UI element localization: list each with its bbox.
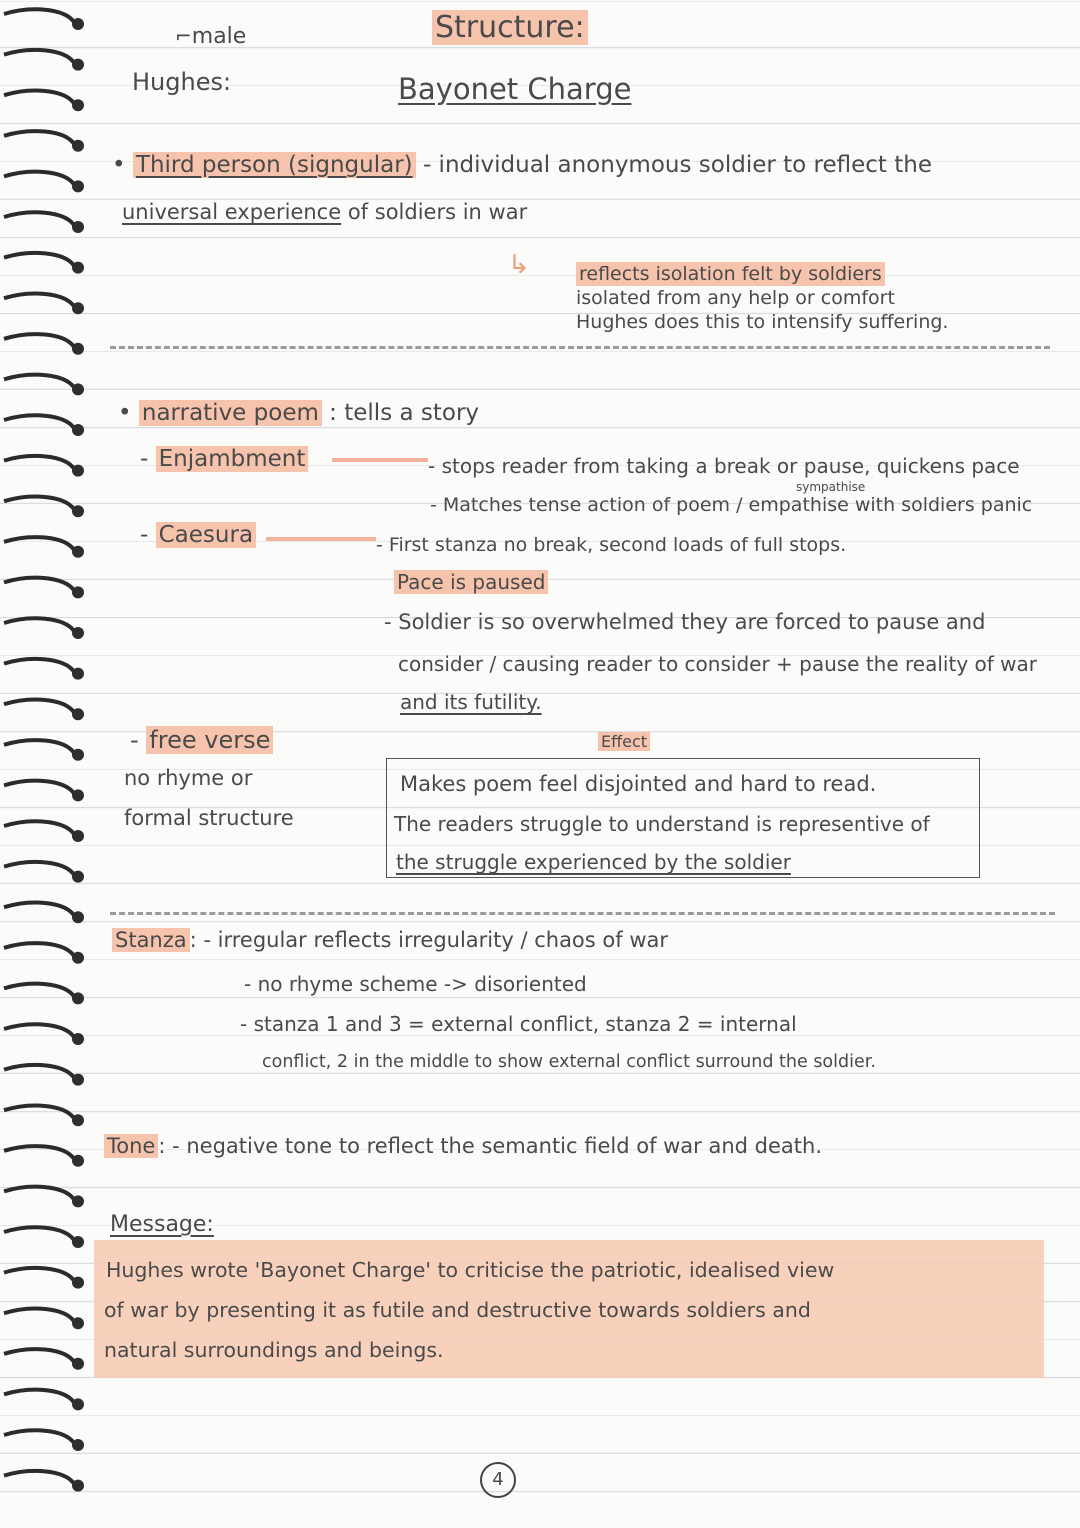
effect-line-1: Makes poem feel disjointed and hard to read. (400, 772, 877, 796)
binding-hole (72, 1277, 84, 1289)
binding-hole (72, 952, 84, 964)
bullet: • (112, 152, 126, 178)
spiral-ring (4, 50, 74, 63)
effect-line-3: the struggle experienced by the soldier (396, 850, 791, 874)
spiral-ring (4, 862, 74, 875)
stanza-line-4: conflict, 2 in the middle to show external conflict surround the soldier. (262, 1052, 876, 1072)
binding-hole (72, 302, 84, 314)
binding-hole (72, 1114, 84, 1126)
spiral-ring (4, 903, 74, 916)
caesura-label: - Caesura (140, 522, 256, 548)
enjambment-label: - Enjambment (140, 446, 308, 472)
message-line-2: of war by presenting it as futile and destructive towards soldiers and (104, 1298, 811, 1322)
binding-hole (72, 465, 84, 477)
binding-hole (72, 505, 84, 517)
message-label: Message: (110, 1212, 214, 1237)
note-line-2: isolated from any help or comfort (576, 287, 895, 309)
binding-hole (72, 749, 84, 761)
binding-hole (72, 546, 84, 558)
caesura-point-4: consider / causing reader to consider + pause the reality of war (398, 652, 1037, 676)
male-note: ⌐male (175, 24, 247, 49)
binding-hole (72, 343, 84, 355)
spiral-ring (4, 1187, 74, 1200)
binding-hole (72, 1398, 84, 1410)
narrative-rest: : tells a story (321, 400, 480, 426)
binding-hole (72, 1439, 84, 1451)
enjambment-text: Enjambment (156, 446, 309, 472)
free-verse-text: free verse (146, 726, 273, 754)
spiral-ring (4, 700, 74, 713)
binding-hole (72, 789, 84, 801)
binding-hole (72, 830, 84, 842)
binding-hole (72, 1317, 84, 1329)
free-verse-sub-1: no rhyme or (124, 766, 253, 790)
spiral-ring (4, 415, 74, 428)
caesura-point-5: and its futility. (400, 690, 542, 714)
third-person-line (112, 152, 932, 178)
spiral-ring (4, 1309, 74, 1322)
spiral-ring (4, 740, 74, 753)
isolation-note (576, 262, 948, 334)
spiral-ring (4, 618, 74, 631)
third-person-highlight: Third person (signgular) (133, 152, 416, 178)
page-number-text: 4 (492, 1469, 504, 1490)
poem-title: Bayonet Charge (398, 72, 632, 106)
binding-hole (72, 708, 84, 720)
spiral-ring (4, 578, 74, 591)
narrative-line (118, 400, 479, 426)
male-note-text: male (191, 24, 247, 49)
spiral-ring (4, 1065, 74, 1078)
caesura-point-3: - Soldier is so overwhelmed they are forced to pause and (384, 610, 986, 634)
enjambment-point-2: - Matches tense action of poem / empathise with soldiers panic (430, 494, 1033, 516)
spiral-ring (4, 984, 74, 997)
spiral-ring (4, 1024, 74, 1037)
binding-hole (72, 1480, 84, 1492)
caesura-point-2: Pace is paused (394, 570, 548, 594)
spiral-ring (4, 1268, 74, 1281)
sympathise-note: sympathise (796, 480, 866, 494)
binding-hole (72, 668, 84, 680)
spiral-ring (4, 1227, 74, 1240)
binding-hole (72, 911, 84, 923)
binding-hole (72, 1155, 84, 1167)
stanza-label: Stanza (112, 928, 190, 952)
stanza-line-3: - stanza 1 and 3 = external conflict, stanza 2 = internal (240, 1012, 797, 1036)
enjambment-arrow (332, 458, 428, 462)
universal-rest: of soldiers in war (341, 200, 528, 224)
divider-1 (110, 346, 1050, 349)
spiral-ring (4, 456, 74, 469)
spiral-ring (4, 781, 74, 794)
section-title: Structure: (432, 10, 588, 45)
spiral-ring (4, 1430, 74, 1443)
spiral-ring (4, 1106, 74, 1119)
page-number (480, 1462, 516, 1498)
binding-hole (72, 221, 84, 233)
binding-hole (72, 180, 84, 192)
spiral-ring (4, 91, 74, 104)
effect-label: Effect (598, 732, 650, 751)
binding-hole (72, 992, 84, 1004)
spiral-ring (4, 9, 74, 22)
note-line-3: Hughes does this to intensify suffering. (576, 311, 949, 333)
spiral-binding (0, 0, 92, 1528)
spiral-ring (4, 1471, 74, 1484)
spiral-ring (4, 131, 74, 144)
spiral-ring (4, 1390, 74, 1403)
enjambment-point-1: - stops reader from taking a break or pause, quickens pace (428, 454, 1020, 478)
binding-hole (72, 1358, 84, 1370)
note-line-1: reflects isolation felt by soldiers (576, 262, 885, 286)
binding-hole (72, 1033, 84, 1045)
tone-label: Tone (104, 1134, 158, 1158)
free-verse-label: - free verse (130, 726, 273, 754)
spiral-ring (4, 943, 74, 956)
binding-hole (72, 586, 84, 598)
spiral-ring (4, 212, 74, 225)
binding-hole (72, 424, 84, 436)
universal-line (122, 200, 527, 224)
binding-hole (72, 99, 84, 111)
binding-hole (72, 262, 84, 274)
free-verse-sub-2: formal structure (124, 806, 294, 830)
stanza-text-1: : - irregular reflects irregularity / chaos of war (189, 928, 668, 952)
spiral-ring (4, 334, 74, 347)
narrative-label: narrative poem (139, 400, 322, 426)
binding-hole (72, 1236, 84, 1248)
tone-text: : - negative tone to reflect the semantic field of war and death. (158, 1134, 823, 1158)
caesura-point-1: - First stanza no break, second loads of full stops. (376, 534, 847, 556)
binding-hole (72, 1074, 84, 1086)
binding-hole (72, 59, 84, 71)
spiral-ring (4, 172, 74, 185)
spiral-ring (4, 659, 74, 672)
spiral-ring (4, 375, 74, 388)
caesura-text: Caesura (156, 522, 256, 548)
spiral-ring (4, 1349, 74, 1362)
spiral-ring (4, 497, 74, 510)
stanza-line-1 (112, 928, 668, 952)
spiral-ring (4, 1146, 74, 1159)
binding-hole (72, 383, 84, 395)
third-person-rest: - individual anonymous soldier to reflect the (415, 152, 932, 178)
effect-line-2: The readers struggle to understand is representive of (394, 812, 930, 836)
stanza-line-2: - no rhyme scheme -> disoriented (244, 972, 587, 996)
binding-hole (72, 140, 84, 152)
binding-hole (72, 18, 84, 30)
tone-line (104, 1134, 822, 1158)
message-line-3: natural surroundings and beings. (104, 1338, 444, 1362)
arrow-icon: ↳ (508, 250, 530, 280)
universal-experience: universal experience (122, 200, 342, 224)
spiral-ring (4, 821, 74, 834)
binding-hole (72, 1195, 84, 1207)
spiral-ring (4, 294, 74, 307)
bullet: • (118, 400, 132, 426)
spiral-ring (4, 537, 74, 550)
message-line-1: Hughes wrote 'Bayonet Charge' to criticise the patriotic, idealised view (106, 1258, 835, 1282)
binding-hole (72, 627, 84, 639)
divider-2 (110, 912, 1055, 915)
poet-name: Hughes: (132, 68, 232, 96)
caesura-arrow (266, 537, 376, 541)
spiral-ring (4, 253, 74, 266)
binding-hole (72, 871, 84, 883)
